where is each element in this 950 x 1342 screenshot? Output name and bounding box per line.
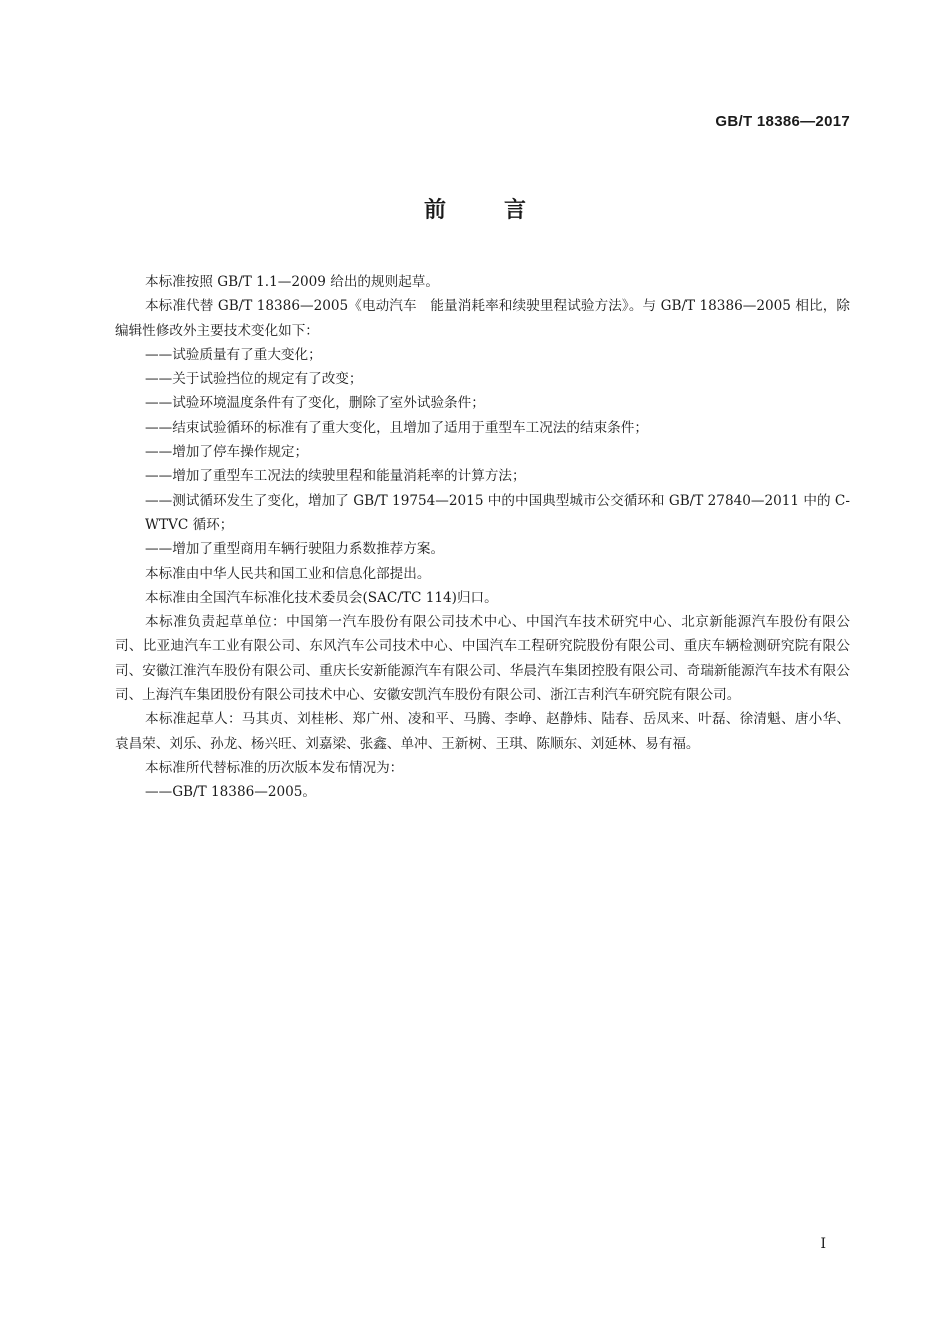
page-title: 前言: [423, 198, 584, 223]
list-item-change: ——关于试验挡位的规定有了改变；: [145, 371, 363, 388]
list-item-change: ——试验质量有了重大变化；: [145, 346, 322, 363]
list-item-history: ——GB/T 18386—2005。: [145, 784, 317, 801]
page-number: I: [820, 1236, 826, 1252]
paragraph-drafting-rules: 本标准按照 GB/T 1.1—2009 给出的规则起草。: [145, 274, 439, 290]
list-item-change: ——增加了重型商用车辆行驶阻力系数推荐方案。: [145, 541, 445, 558]
paragraph-history-intro: 本标准所代替标准的历次版本发布情况为：: [145, 759, 404, 776]
standard-code: GB/T 18386—2017: [715, 113, 850, 130]
paragraph-proposer: 本标准由中华人民共和国工业和信息化部提出。: [145, 565, 431, 582]
paragraph-committee: 本标准由全国汽车标准化技术委员会(SAC/TC 114)归口。: [145, 589, 498, 606]
foreword-body: [115, 270, 850, 805]
list-item-change: ——结束试验循环的标准有了重大变化，且增加了适用于重型车工况法的结束条件；: [145, 419, 648, 436]
list-item-change: ——试验环境温度条件有了变化，删除了室外试验条件；: [145, 395, 485, 412]
paragraph-drafters: 本标准起草人：马其贞、刘桂彬、郑广州、凌和平、马腾、李峥、赵静炜、陆春、岳凤来、叶磊、徐清魁、唐小华、袁昌荣、刘乐、孙龙、杨兴旺、刘嘉梁、张鑫、单冲、王新树、王琪、陈顺东、刘延林、易有福。: [115, 711, 850, 752]
list-item-change: ——增加了重型车工况法的续驶里程和能量消耗率的计算方法；: [145, 468, 526, 485]
paragraph-drafting-units: 本标准负责起草单位：中国第一汽车股份有限公司技术中心、中国汽车技术研究中心、北京新能源汽车股份有限公司、比亚迪汽车工业有限公司、东风汽车公司技术中心、中国汽车工程研究院股份有限公司、重庆车辆检测研究院有限公司、安徽江淮汽车股份有限公司、重庆长安新能源汽车有限公司、华晨汽车集团控股有限公司、奇瑞新能源汽车技术有限公司、上海汽车集团股份有限公司技术中心、安徽安凯汽车股份有限公司、浙江吉利汽车研究院有限公司。: [115, 614, 850, 704]
paragraph-replacement: 本标准代替 GB/T 18386—2005《电动汽车 能量消耗率和续驶里程试验方法》。与 GB/T 18386—2005 相比，除编辑性修改外主要技术变化如下：: [115, 298, 850, 339]
list-item-change: ——测试循环发生了变化，增加了 GB/T 19754—2015 中的中国典型城市公交循环和 GB/T 27840—2011 中的 C-WTVC 循环；: [145, 492, 850, 533]
list-item-change: ——增加了停车操作规定；: [145, 444, 309, 461]
